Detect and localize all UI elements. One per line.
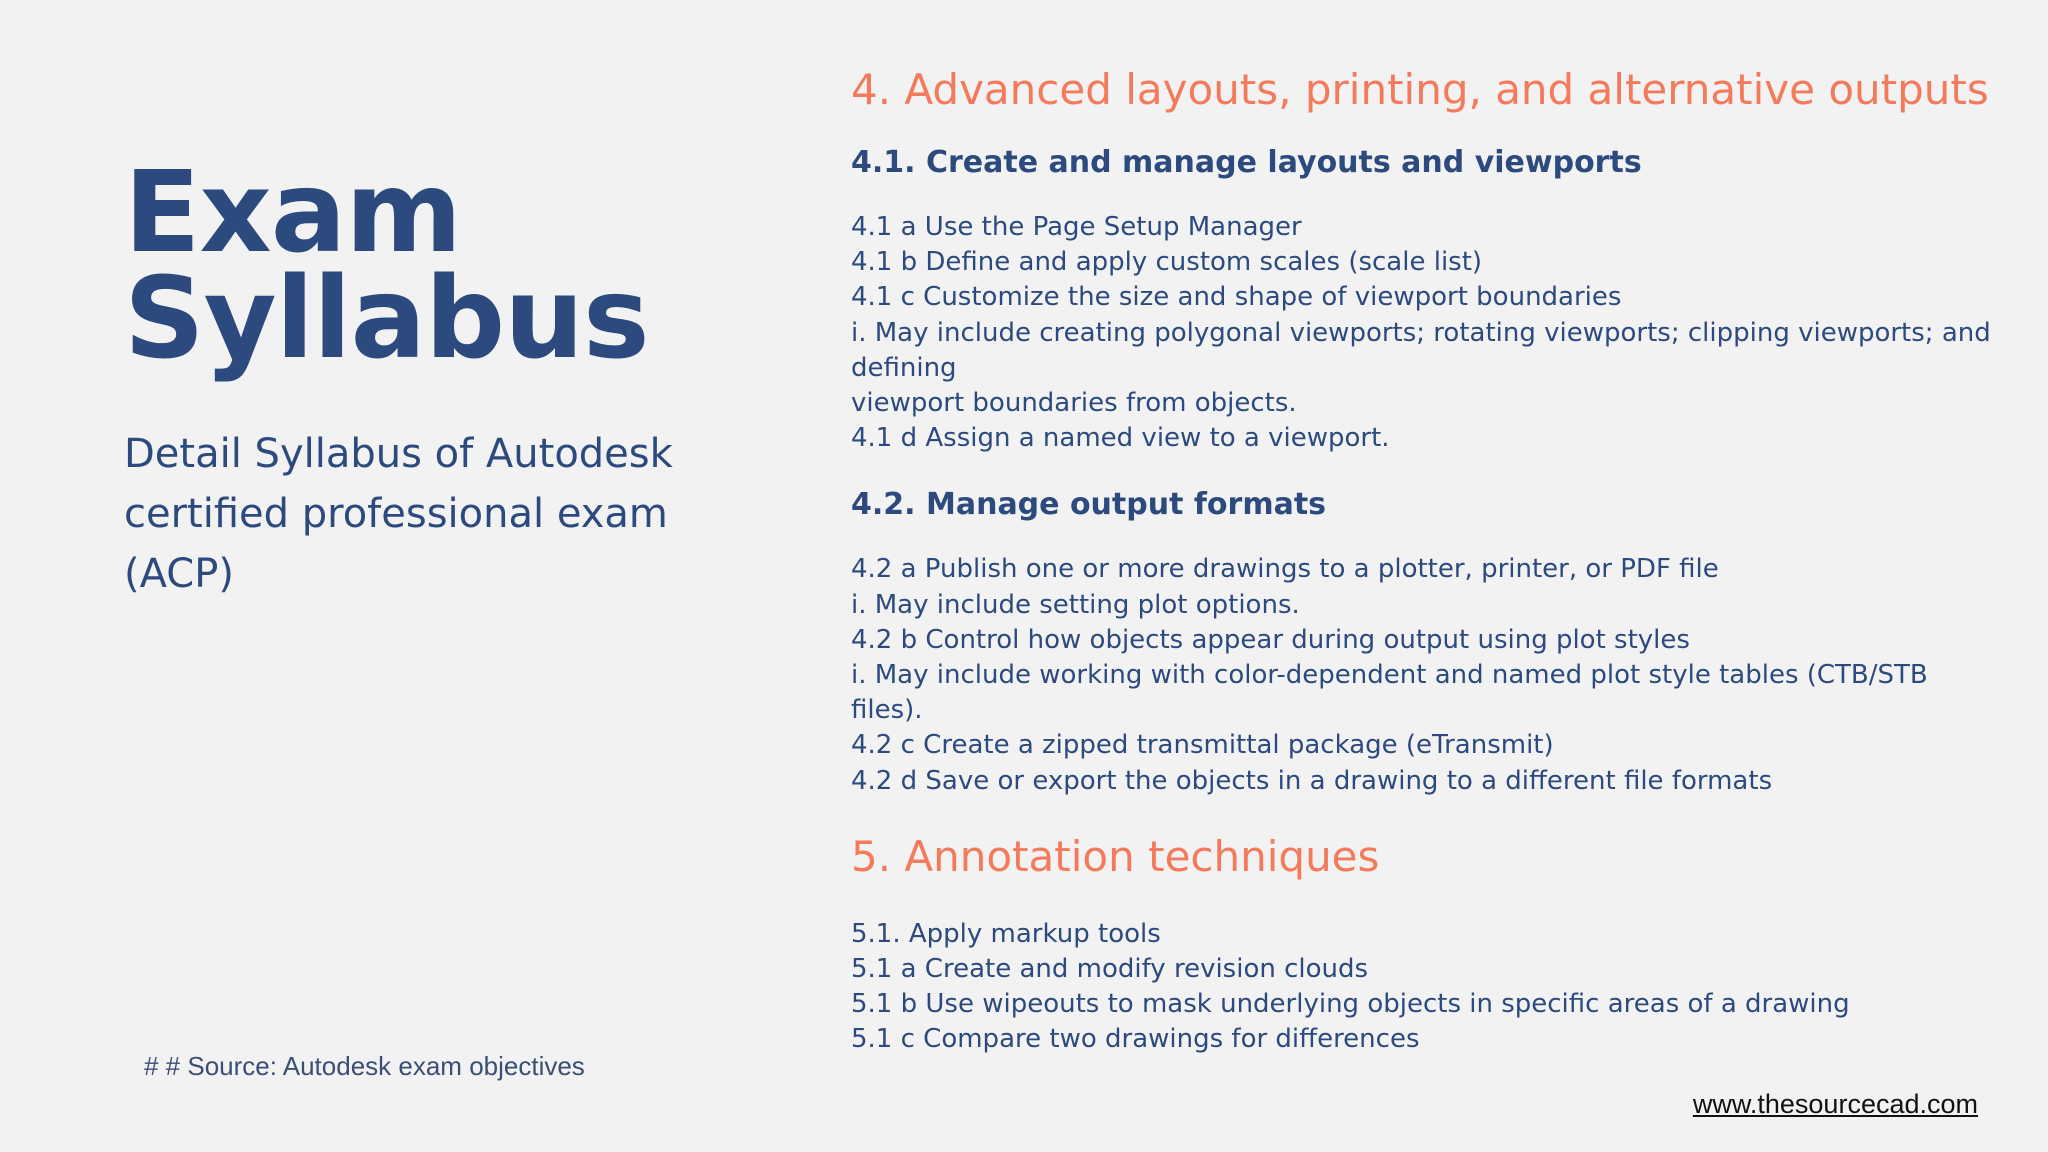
subsection-4-1-list xyxy=(851,210,2001,456)
list-item: 4.1 b Define and apply custom scales (scale list) xyxy=(851,247,1483,278)
syllabus-content xyxy=(851,62,2001,1058)
page-subtitle: Detail Syllabus of Autodesk certified professional exam (ACP) xyxy=(124,431,673,597)
list-item: 5.1 a Create and modify revision clouds xyxy=(851,954,1369,985)
list-item: 4.1 c Customize the size and shape of viewport boundaries xyxy=(851,282,1622,313)
list-item: 5.1 c Compare two drawings for differences xyxy=(851,1024,1420,1055)
list-item: i. May include working with color-dependent and named plot style tables (CTB/STB files). xyxy=(851,660,1928,726)
list-item: 5.1 b Use wipeouts to mask underlying objects in specific areas of a drawing xyxy=(851,989,1850,1020)
website-link[interactable]: www.thesourcecad.com xyxy=(1692,1089,1978,1119)
list-item: 5.1. Apply markup tools xyxy=(851,918,1161,949)
section-5-title: 5. Annotation techniques xyxy=(851,831,1380,881)
subsection-4-2-title: 4.2. Manage output formats xyxy=(851,487,1327,523)
left-panel xyxy=(124,148,764,604)
source-note: # # Source: Autodesk exam objectives xyxy=(144,1051,585,1081)
list-item: 4.2 c Create a zipped transmittal package (eTransmit) xyxy=(851,730,1554,761)
list-item: i. May include setting plot options. xyxy=(851,589,1300,620)
page-title xyxy=(124,148,764,384)
section-4-title: 4. Advanced layouts, printing, and alternative outputs xyxy=(851,65,1989,114)
subsection-4-1-title: 4.1. Create and manage layouts and viewports xyxy=(851,145,1642,180)
list-item: viewport boundaries from objects. xyxy=(851,388,1297,419)
list-item: 4.1 d Assign a named view to a viewport. xyxy=(851,423,1390,454)
list-item: i. May include creating polygonal viewports; rotating viewports; clipping viewports; and defining xyxy=(851,317,1991,383)
list-item: 4.2 b Control how objects appear during output using plot styles xyxy=(851,624,1690,655)
title-line-2: Syllabus xyxy=(124,254,649,384)
list-item: 4.1 a Use the Page Setup Manager xyxy=(851,212,1302,242)
list-item: 4.2 d Save or export the objects in a drawing to a different file formats xyxy=(851,765,1773,796)
section-5-list xyxy=(851,917,2001,1058)
subsection-4-2-list xyxy=(851,552,2001,798)
title-line-1: Exam xyxy=(124,148,462,278)
list-item: 4.2 a Publish one or more drawings to a plotter, printer, or PDF file xyxy=(851,554,1719,585)
